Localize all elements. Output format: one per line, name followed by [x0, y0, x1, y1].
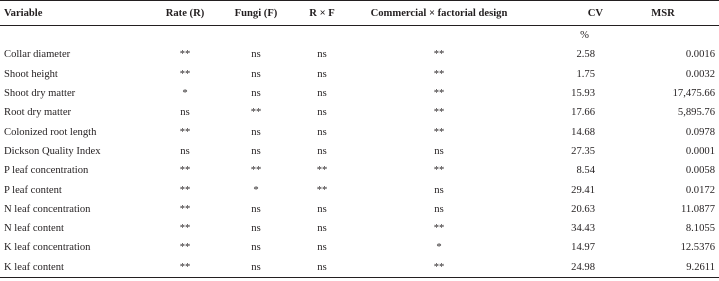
cell-rate: ns: [180, 145, 190, 157]
cell-msr: 17,475.66: [672, 88, 715, 100]
cell-fungi: ns: [251, 203, 261, 215]
cell-msr: 8.1055: [685, 223, 715, 235]
header-interaction: R × F: [290, 1, 354, 26]
cell-msr: 0.0016: [685, 49, 715, 61]
cell-interaction: ns: [317, 145, 327, 157]
cell-interaction: ns: [317, 107, 327, 119]
cell-cv: 8.54: [576, 165, 595, 177]
cell-rate: ns: [180, 107, 190, 119]
cell-interaction: ns: [317, 223, 327, 235]
table-row: [0, 161, 719, 180]
cell-msr: 9.2611: [607, 258, 719, 278]
cell-fungi: **: [250, 107, 262, 119]
cell-cv: 14.97: [571, 242, 595, 254]
cell-interaction: ns: [317, 88, 327, 100]
cell-rate: **: [148, 258, 222, 278]
cell-interaction: ns: [317, 49, 327, 61]
table-row: [0, 219, 719, 238]
cell-interaction: **: [316, 184, 328, 196]
cell-cv: 20.63: [571, 203, 595, 215]
cell-msr: 0.0001: [685, 145, 715, 157]
cell-commercial-factorial: **: [433, 49, 445, 61]
cell-rate: **: [179, 203, 191, 215]
cell-variable: N leaf content: [4, 223, 65, 235]
cell-commercial-factorial: **: [354, 258, 524, 278]
header-variable: Variable: [0, 1, 148, 26]
table-row: [0, 122, 719, 141]
cell-interaction: **: [316, 165, 328, 177]
table-row: [0, 200, 719, 219]
cell-cv: 14.68: [571, 126, 595, 138]
table-row: [0, 65, 719, 84]
cell-cv: 24.98: [524, 258, 607, 278]
table-row: [0, 84, 719, 103]
unit-row: [0, 26, 719, 46]
cell-variable: Root dry matter: [4, 107, 72, 119]
header-fungi: Fungi (F): [222, 1, 290, 26]
cell-commercial-factorial: **: [433, 223, 445, 235]
cell-msr: 12.5376: [680, 242, 715, 254]
cell-msr: 0.0032: [685, 68, 715, 80]
cell-commercial-factorial: ns: [434, 145, 444, 157]
cell-rate: **: [179, 126, 191, 138]
cv-unit: %: [580, 30, 589, 42]
cell-rate: *: [182, 88, 188, 100]
cell-cv: 27.35: [571, 145, 595, 157]
cell-msr: 0.0058: [685, 165, 715, 177]
cell-fungi: ns: [251, 68, 261, 80]
cell-commercial-factorial: ns: [434, 184, 444, 196]
cell-msr: 0.0978: [685, 126, 715, 138]
cell-interaction: ns: [317, 126, 327, 138]
cell-cv: 15.93: [571, 88, 595, 100]
table-row: [0, 238, 719, 257]
header-cv: CV: [524, 1, 607, 26]
header-row: [0, 1, 719, 26]
cell-cv: 34.43: [571, 223, 595, 235]
cell-commercial-factorial: ns: [434, 203, 444, 215]
cell-msr: 11.0877: [680, 203, 715, 215]
cell-cv: 2.58: [576, 49, 595, 61]
cell-variable: K leaf concentration: [4, 242, 91, 254]
table-row: [0, 180, 719, 199]
cell-commercial-factorial: *: [436, 242, 442, 254]
cell-rate: **: [179, 49, 191, 61]
cell-variable: P leaf content: [4, 184, 62, 196]
cell-rate: **: [179, 165, 191, 177]
table-row: [0, 142, 719, 161]
cell-msr: 5,895.76: [677, 107, 715, 119]
cell-interaction: ns: [317, 203, 327, 215]
cell-variable: K leaf content: [0, 258, 148, 278]
cell-interaction: ns: [290, 258, 354, 278]
cell-fungi: ns: [251, 145, 261, 157]
cell-fungi: ns: [251, 88, 261, 100]
cell-fungi: ns: [251, 223, 261, 235]
cell-msr: 0.0172: [685, 184, 715, 196]
table-row: [0, 45, 719, 64]
cell-rate: **: [179, 223, 191, 235]
header-rate: Rate (R): [148, 1, 222, 26]
header-msr: MSR: [607, 1, 719, 26]
cell-variable: Shoot height: [4, 68, 58, 80]
cell-fungi: ns: [222, 258, 290, 278]
cell-variable: Shoot dry matter: [4, 88, 76, 100]
cell-rate: **: [179, 68, 191, 80]
cell-variable: Colonized root length: [4, 126, 97, 138]
cell-cv: 29.41: [571, 184, 595, 196]
cell-commercial-factorial: **: [433, 88, 445, 100]
cell-commercial-factorial: **: [433, 126, 445, 138]
cell-fungi: ns: [251, 242, 261, 254]
cell-commercial-factorial: **: [433, 107, 445, 119]
cell-cv: 17.66: [571, 107, 595, 119]
cell-variable: Dickson Quality Index: [4, 145, 101, 157]
cell-interaction: ns: [317, 68, 327, 80]
cell-commercial-factorial: **: [433, 165, 445, 177]
table-row: [0, 258, 719, 278]
cell-variable: Collar diameter: [4, 49, 71, 61]
cell-variable: N leaf concentration: [4, 203, 91, 215]
table-row: [0, 103, 719, 122]
cell-fungi: **: [250, 165, 262, 177]
header-commercial-factorial: Commercial × factorial design: [354, 1, 524, 26]
cell-fungi: ns: [251, 126, 261, 138]
cell-commercial-factorial: **: [433, 68, 445, 80]
cell-rate: **: [179, 184, 191, 196]
cell-interaction: ns: [317, 242, 327, 254]
cell-fungi: *: [253, 184, 259, 196]
cell-cv: 1.75: [576, 68, 595, 80]
cell-fungi: ns: [251, 49, 261, 61]
cell-rate: **: [179, 242, 191, 254]
cell-variable: P leaf concentration: [4, 165, 89, 177]
